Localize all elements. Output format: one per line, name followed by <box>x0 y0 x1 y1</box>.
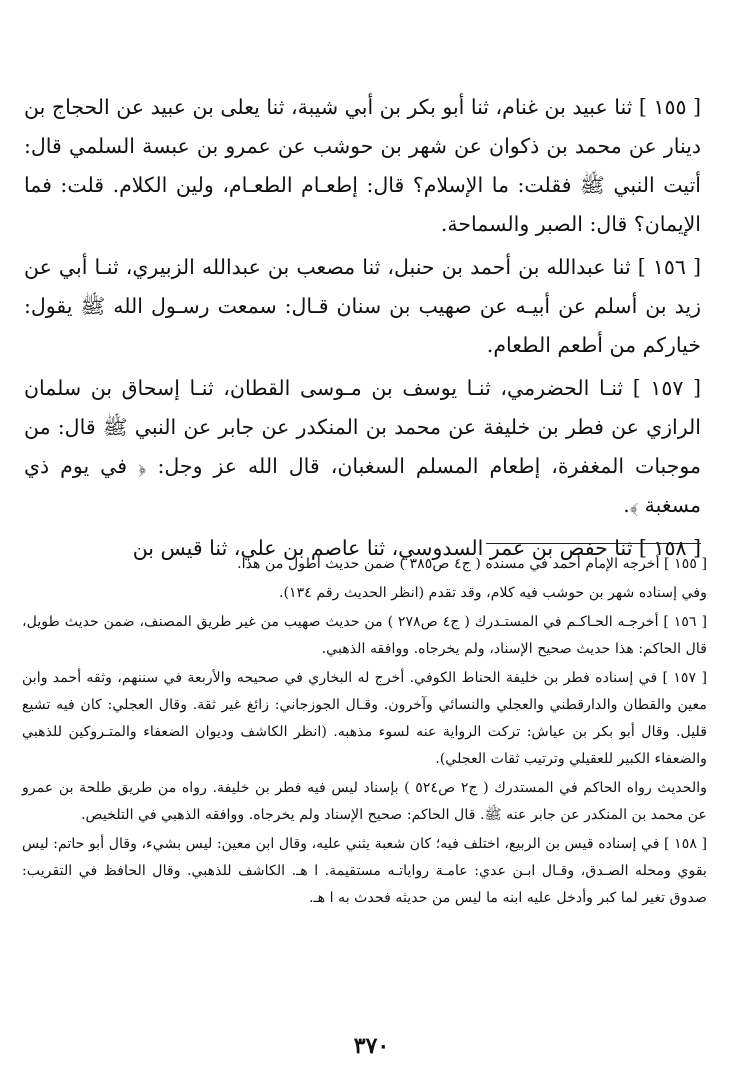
footnote-156: [ ١٥٦ ] أخرجـه الحـاكـم في المستـدرك ( ج٤ ص٢٧٨ ) من حديث صهيب من غير طريق المصنف، ضمن حديث طويل، قال الحاكم: هذا حديث صحيح الإسناد، ولم يخرجاه. ووافقه الذهبي. <box>22 614 708 657</box>
hadith-155: [ ١٥٥ ] ثنا عبيد بن غنام، ثنا أبو بكر بن أبي شيبة، ثنا يعلى بن عبيد عن الحجاج بن دينار عن محمد بن ذكوان عن شهر بن حوشب عن عمرو بن عبسة السلمي قال: أتيت النبي ﷺ فقلت: ما الإسلام؟ قال: إطعـام الطعـام، ولين الكلام. قلت: فما الإيمان؟ قال: الصبر والسماحة. <box>24 95 702 236</box>
hadith-157: [ ١٥٧ ] ثنـا الحضرمي، ثنـا يوسف بن مـوسى القطان، ثنـا إسحاق بن سلمان الرازي عن فطر بن خليفة عن محمد بن المنكدر عن جابر عن النبي ﷺ قال: من موجبات المغفرة، إطعام المسلم السغبان، قال الله عز وجل: ﴿ في يوم ذي مسغبة ﴾. <box>24 376 701 517</box>
footnote-155: [ ١٥٥ ] أخرجه الإمام أحمد في مسنده ( ج٤ ص٣٨٥ ) ضمن حديث أطول من هذا. <box>237 556 707 572</box>
footnote-158: [ ١٥٨ ] في إسناده قيس بن الربيع، اختلف فيه؛ كان شعبة يثني عليه، وقال ابن معين: ليس بشيء، وقال أبو حاتم: ليس بقوي ومحله الصـدق، وقـال ابـن عدي: عامـة رواياتـه مستقيمة. ا هـ. الكاشف للذهبي. وقال الحافظ في التقريب: صدوق تغير لما كبر وأدخل عليه ابنه ما ليس من حديثه فحدث به ا هـ. <box>21 836 707 906</box>
page-number: ٣٧٠ <box>353 1033 390 1059</box>
footnote-157: [ ١٥٧ ] في إسناده فطر بن خليفة الحناط الكوفي. أخرج له البخاري في صحيحه والأربعة في سننهم، وثقه أحمد وابن معين والقطان والدارقطني والعجلي والنسائي وآخرون. وقـال الجوزجاني: زائغ غير ثقة. وقال العجلي: كان فيه تشيع قليل. وقال أبو بكر بن عياش: تركت الرواية عنه لسوء مذهبه. (انظر الكاشف وديوان الضعفاء والمتـروكين للذهبي والضعفاء الكبير للعقيلي وترتيب ثقات العجلي). <box>22 670 707 767</box>
footnote-157-continued: والحديث رواه الحاكم في المستدرك ( ج٢ ص٥٢٤ ) بإسناد ليس فيه فطر بن خليفة. رواه من طريق طلحة بن عمرو عن محمد بن المنكدر عن جابر عنه ﷺ. قال الحاكم: صحيح الإسناد ولم يخرجاه. ووافقه الذهبي في التلخيص. <box>22 780 707 823</box>
footnote-divider <box>486 543 701 544</box>
footnote-155-continued: وفي إسناده شهر بن حوشب فيه كلام، وقد تقدم (انظر الحديث رقم ١٣٤). <box>278 585 707 601</box>
main-text <box>24 88 701 572</box>
hadith-158: [ ١٥٨ ] ثنا حفص بن عمر السدوسي، ثنا عاصم بن علي، ثنا قيس بن <box>132 536 701 560</box>
hadith-156: [ ١٥٦ ] ثنا عبدالله بن أحمد بن حنبل، ثنا مصعب بن عبدالله الزبيري، ثنـا أبي عن زيد بن أسلم عن أبيـه عن صهيب بن سنان قـال: سمعت رسـول الله ﷺ يقول: خياركم من أطعم الطعام. <box>24 255 701 357</box>
footnotes <box>22 551 707 914</box>
